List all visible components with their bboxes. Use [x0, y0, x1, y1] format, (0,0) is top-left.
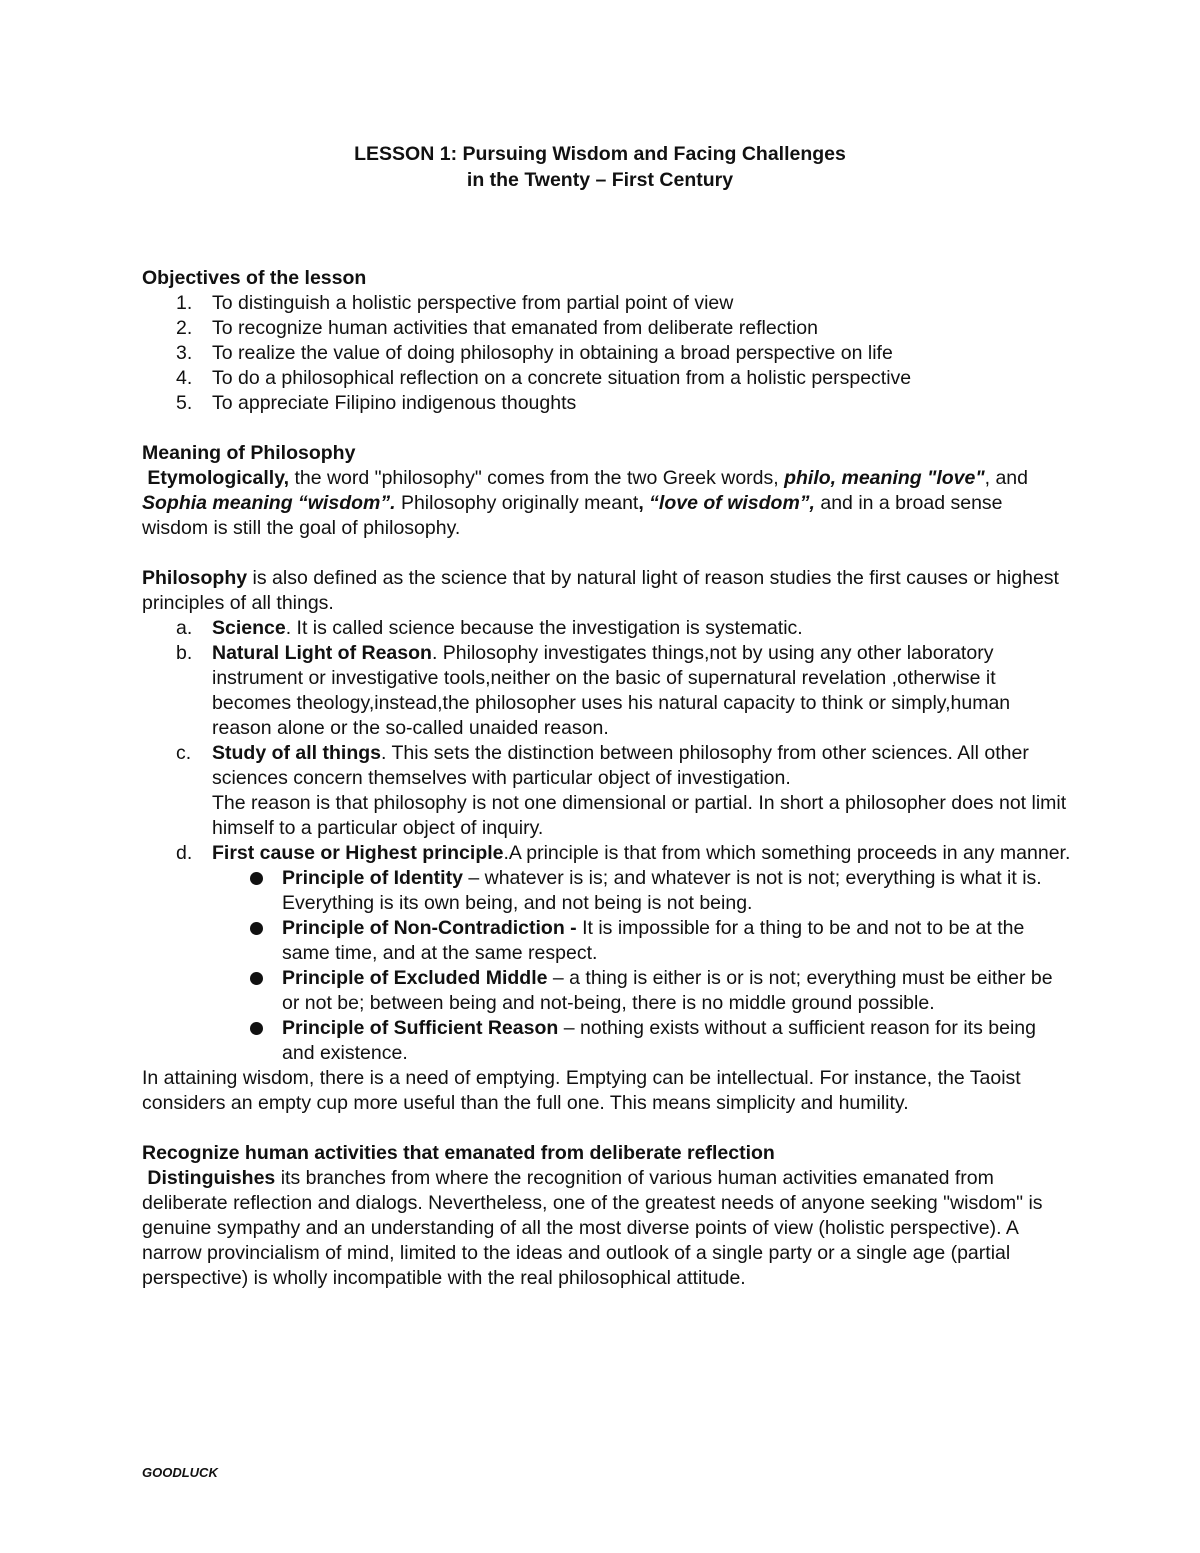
- recognize-term: Distinguishes: [147, 1167, 276, 1189]
- list-letter: d.: [176, 842, 193, 864]
- list-text: To appreciate Filipino indigenous thoughts: [212, 392, 577, 414]
- list-item: [142, 641, 1072, 741]
- list-text: To recognize human activities that emanated from deliberate reflection: [212, 317, 818, 339]
- list-text: . It is called science because the investigation is systematic.: [285, 617, 803, 639]
- list-number: 1.: [176, 292, 193, 314]
- definition-list: [142, 616, 1072, 866]
- objectives-list: [142, 291, 1072, 416]
- emptying-paragraph: In attaining wisdom, there is a need of emptying. Emptying can be intellectual. For instance, the Taoist considers an empty cup more useful than the full one. This means simplicity and humility.: [142, 1067, 1021, 1114]
- list-text: . This sets the distinction between philosophy from other sciences. All other sciences concern themselves with particular object of investigation.: [212, 742, 1029, 789]
- list-number: 4.: [176, 367, 193, 389]
- principle-term: Principle of Excluded Middle: [282, 967, 548, 989]
- principle-term: Principle of Identity: [282, 867, 463, 889]
- principles-list: [142, 866, 1072, 1066]
- list-text: To do a philosophical reflection on a concrete situation from a holistic perspective: [212, 367, 912, 389]
- etymology-text: ,: [638, 492, 644, 514]
- love-of-wisdom-term: “love of wisdom”,: [643, 492, 815, 514]
- principle-text: It is impossible for a thing to be and not to be at the same time, and at the same respect.: [282, 917, 1025, 964]
- list-letter: c.: [176, 742, 192, 764]
- list-item: [142, 1016, 1072, 1066]
- footer-text: GOODLUCK: [142, 1465, 218, 1480]
- definition-text: is also defined as the science that by natural light of reason studies the first causes or highest principles of all things.: [142, 567, 1059, 614]
- etymology-text: the word "philosophy" comes from the two Greek words,: [289, 467, 785, 489]
- bullet-icon: [250, 972, 263, 985]
- list-number: 2.: [176, 317, 193, 339]
- philo-term: philo, meaning "love": [784, 467, 985, 489]
- objectives-section: [142, 266, 1072, 1291]
- principle-term: Principle of Sufficient Reason: [282, 1017, 559, 1039]
- bullet-icon: [250, 922, 263, 935]
- recognize-heading: Recognize human activities that emanated from deliberate reflection: [142, 1142, 775, 1164]
- principle-text: – whatever is is; and whatever is not is not; everything is what it is. Everything is its own being, and not being is not being.: [282, 867, 1042, 914]
- list-item: [142, 316, 1072, 341]
- bullet-icon: [250, 1022, 263, 1035]
- list-term: Natural Light of Reason: [212, 642, 432, 664]
- list-text: To distinguish a holistic perspective from partial point of view: [212, 292, 734, 314]
- meaning-heading: Meaning of Philosophy: [142, 442, 356, 464]
- list-text: . Philosophy investigates things,not by using any other laboratory instrument or investigative tools,neither on the basic of supernatural revelation ,otherwise it becomes theology,instead,the philosopher uses his natural capacity to think or simply,human reason alone or the so-called unaided reason.: [212, 642, 1011, 739]
- list-item: [142, 741, 1072, 841]
- etymology-text: , and: [984, 467, 1028, 489]
- list-term: First cause or Highest principle: [212, 842, 504, 864]
- definition-term: Philosophy: [142, 567, 248, 589]
- list-number: 3.: [176, 342, 193, 364]
- list-item: [142, 391, 1072, 416]
- objectives-heading: Objectives of the lesson: [142, 267, 367, 289]
- list-item: [142, 841, 1072, 866]
- list-text: .A principle is that from which something proceeds in any manner.: [503, 842, 1071, 864]
- list-term: Study of all things: [212, 742, 381, 764]
- etymology-term: Etymologically,: [147, 467, 290, 489]
- recognize-text: its branches from where the recognition of various human activities emanated from deliberate reflection and dialogs. Nevertheless, one of the greatest needs of anyone seeking "wisdom" is genuine sympathy and an understanding of all the most diverse points of view (holistic perspective). A narrow provincialism of mind, limited to the ideas and outlook of a single party or a single age (partial perspective) is wholly incompatible with the real philosophical attitude.: [142, 1167, 1043, 1289]
- recognize-paragraph: [142, 1166, 1072, 1291]
- sophia-term: Sophia meaning “wisdom”.: [142, 492, 396, 514]
- etymology-text: Philosophy originally meant: [395, 492, 639, 514]
- list-item: [142, 366, 1072, 391]
- list-item: [142, 866, 1072, 916]
- bullet-icon: [250, 872, 263, 885]
- lesson-subtitle: in the Twenty – First Century: [466, 169, 734, 191]
- list-text: The reason is that philosophy is not one dimensional or partial. In short a philosopher does not limit himself to a particular object of inquiry.: [212, 792, 1067, 839]
- list-letter: a.: [176, 617, 193, 639]
- etymology-paragraph: [142, 466, 1072, 541]
- list-number: 5.: [176, 392, 193, 414]
- etymology-text: and in a broad sense wisdom is still the goal of philosophy.: [142, 492, 1003, 539]
- list-item: [142, 616, 1072, 641]
- principle-term: Principle of Non-Contradiction -: [282, 917, 577, 939]
- list-item: [142, 966, 1072, 1016]
- list-item: [142, 291, 1072, 316]
- principle-text: – nothing exists without a sufficient reason for its being and existence.: [282, 1017, 1036, 1064]
- list-item: [142, 341, 1072, 366]
- list-item: [142, 916, 1072, 966]
- definition-paragraph: [142, 566, 1072, 616]
- lesson-title: LESSON 1: Pursuing Wisdom and Facing Challenges: [354, 143, 846, 165]
- list-text: To realize the value of doing philosophy in obtaining a broad perspective on life: [212, 342, 893, 364]
- principle-text: – a thing is either is or is not; everything must be either be or not be; between being and not-being, there is no middle ground possible.: [282, 967, 1053, 1014]
- list-letter: b.: [176, 642, 193, 664]
- list-term: Science: [212, 617, 286, 639]
